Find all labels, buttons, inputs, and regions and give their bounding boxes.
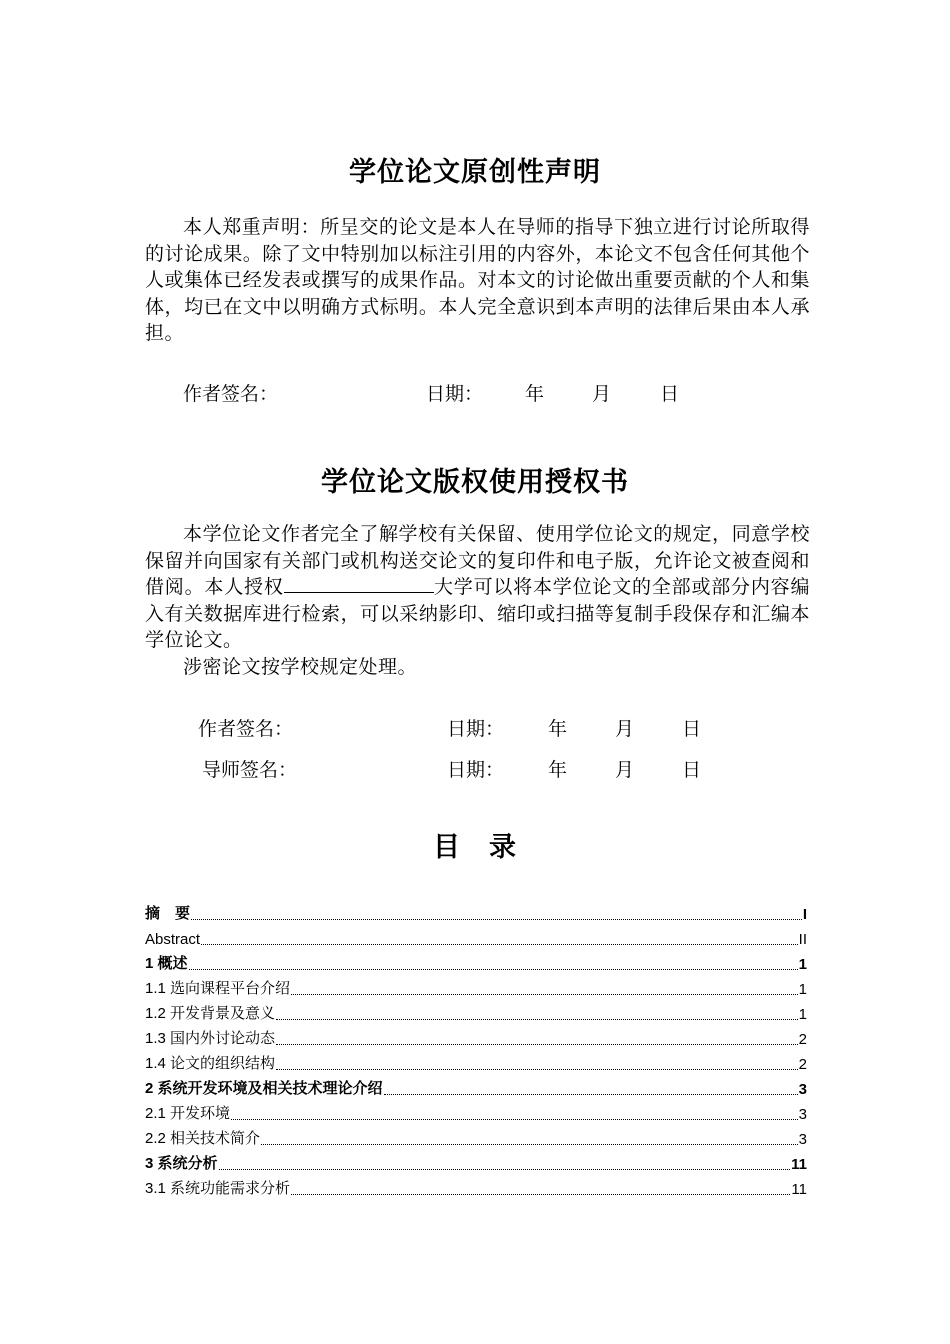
toc-title: 目 录 (433, 832, 517, 863)
declaration-date-label: 日期： (426, 383, 484, 405)
authorization-body (145, 521, 810, 680)
toc-entry-page: 3 (798, 1131, 807, 1148)
toc-leader-dots (276, 1007, 798, 1020)
toc-entry-label: 1.4 论文的组织结构 (145, 1055, 276, 1072)
toc-entry[interactable] (145, 1123, 807, 1148)
toc-entry-page: 1 (798, 1006, 807, 1023)
toc-entry-label: 摘 要 (145, 905, 191, 922)
toc-entry-label: 2.2 相关技术简介 (145, 1130, 261, 1147)
toc-entry[interactable] (145, 998, 807, 1023)
authorization-day-1: 日 (682, 718, 702, 740)
toc-leader-dots (261, 1132, 798, 1145)
authorization-year-2: 年 (548, 759, 568, 781)
declaration-body (145, 214, 810, 347)
toc-leader-dots (291, 1182, 790, 1195)
authorization-day-2: 日 (682, 759, 702, 781)
toc-entry[interactable] (145, 973, 807, 998)
toc-entry-page: 3 (798, 1106, 807, 1123)
toc-entry-page: 11 (791, 1156, 807, 1173)
authorization-month-2: 月 (615, 759, 635, 781)
toc-entry-label: 2.1 开发环境 (145, 1105, 231, 1122)
toc-entry[interactable] (145, 923, 807, 948)
authorization-text-part2: 大学可以将本学位论文的全部或部分内容编入有关数据库进行检索，可以采纳影印、缩印或扫描等复制手段保存和汇编本学位论文。 (145, 576, 810, 651)
authorization-title: 学位论文版权使用授权书 (321, 467, 629, 498)
toc-entry-page: 11 (791, 1181, 807, 1198)
toc-entry-label: Abstract (145, 931, 201, 948)
declaration-author-sign: 作者签名： (183, 383, 279, 405)
toc-entry[interactable] (145, 1148, 807, 1173)
toc-entry[interactable] (145, 898, 807, 923)
declaration-year: 年 (525, 383, 545, 405)
toc-entry-page: 1 (798, 956, 807, 973)
authorization-month-1: 月 (615, 718, 635, 740)
authorization-date-label-1: 日期： (447, 718, 505, 740)
authorization-year-1: 年 (548, 718, 568, 740)
toc-entry[interactable] (145, 1023, 807, 1048)
toc-entry-page: 2 (798, 1056, 807, 1073)
toc-leader-dots (291, 982, 798, 995)
toc-entry-label: 2 系统开发环境及相关技术理论介绍 (145, 1080, 383, 1097)
toc-entry[interactable] (145, 1098, 807, 1123)
toc-entry[interactable] (145, 1048, 807, 1073)
toc-entry-page: 2 (798, 1031, 807, 1048)
toc-entry-label: 3 系统分析 (145, 1155, 218, 1172)
toc-leader-dots (276, 1057, 798, 1070)
university-blank (284, 574, 434, 593)
toc-entry[interactable] (145, 948, 807, 973)
toc-leader-dots (219, 1157, 791, 1170)
authorization-date-label-2: 日期： (447, 759, 505, 781)
toc-entry-label: 1.3 国内外讨论动态 (145, 1030, 276, 1047)
authorization-text-part1: 本学位论文作者完全了解学校有关保留、使用学位论文的规定，同意学校保留并向国家有关部门或机构送交论文的复印件和电子版，允许论文被查阅和借阅。本人授权 (145, 523, 810, 598)
toc-leader-dots (189, 957, 798, 970)
declaration-day: 日 (660, 383, 680, 405)
table-of-contents (145, 898, 807, 1198)
toc-entry[interactable] (145, 1073, 807, 1098)
toc-entry[interactable] (145, 1173, 807, 1198)
toc-entry-label: 1.1 选向课程平台介绍 (145, 980, 291, 997)
toc-entry-label: 1 概述 (145, 955, 188, 972)
toc-leader-dots (201, 932, 798, 945)
declaration-month: 月 (592, 383, 612, 405)
toc-entry-label: 1.2 开发背景及意义 (145, 1005, 276, 1022)
toc-entry-page: 3 (798, 1081, 807, 1098)
toc-entry-page: 1 (798, 981, 807, 998)
authorization-text (145, 521, 810, 654)
declaration-text: 本人郑重声明：所呈交的论文是本人在导师的指导下独立进行讨论所取得的讨论成果。除了文中特别加以标注引用的内容外，本论文不包含任何其他个人或集体已经发表或撰写的成果作品。对本文的讨论做出重要贡献的个人和集体，均已在文中以明确方式标明。本人完全意识到本声明的法律后果由本人承担。 (145, 216, 810, 344)
toc-leader-dots (276, 1032, 798, 1045)
toc-entry-label: 3.1 系统功能需求分析 (145, 1180, 291, 1197)
secret-note: 涉密论文按学校规定处理。 (183, 655, 418, 678)
declaration-title: 学位论文原创性声明 (349, 157, 601, 188)
toc-entry-page: I (802, 906, 807, 923)
toc-leader-dots (191, 907, 802, 920)
authorization-author-sign: 作者签名： (198, 718, 294, 740)
toc-leader-dots (231, 1107, 798, 1120)
toc-entry-page: II (798, 931, 807, 948)
toc-leader-dots (384, 1082, 798, 1095)
advisor-sign: 导师签名： (202, 759, 298, 781)
